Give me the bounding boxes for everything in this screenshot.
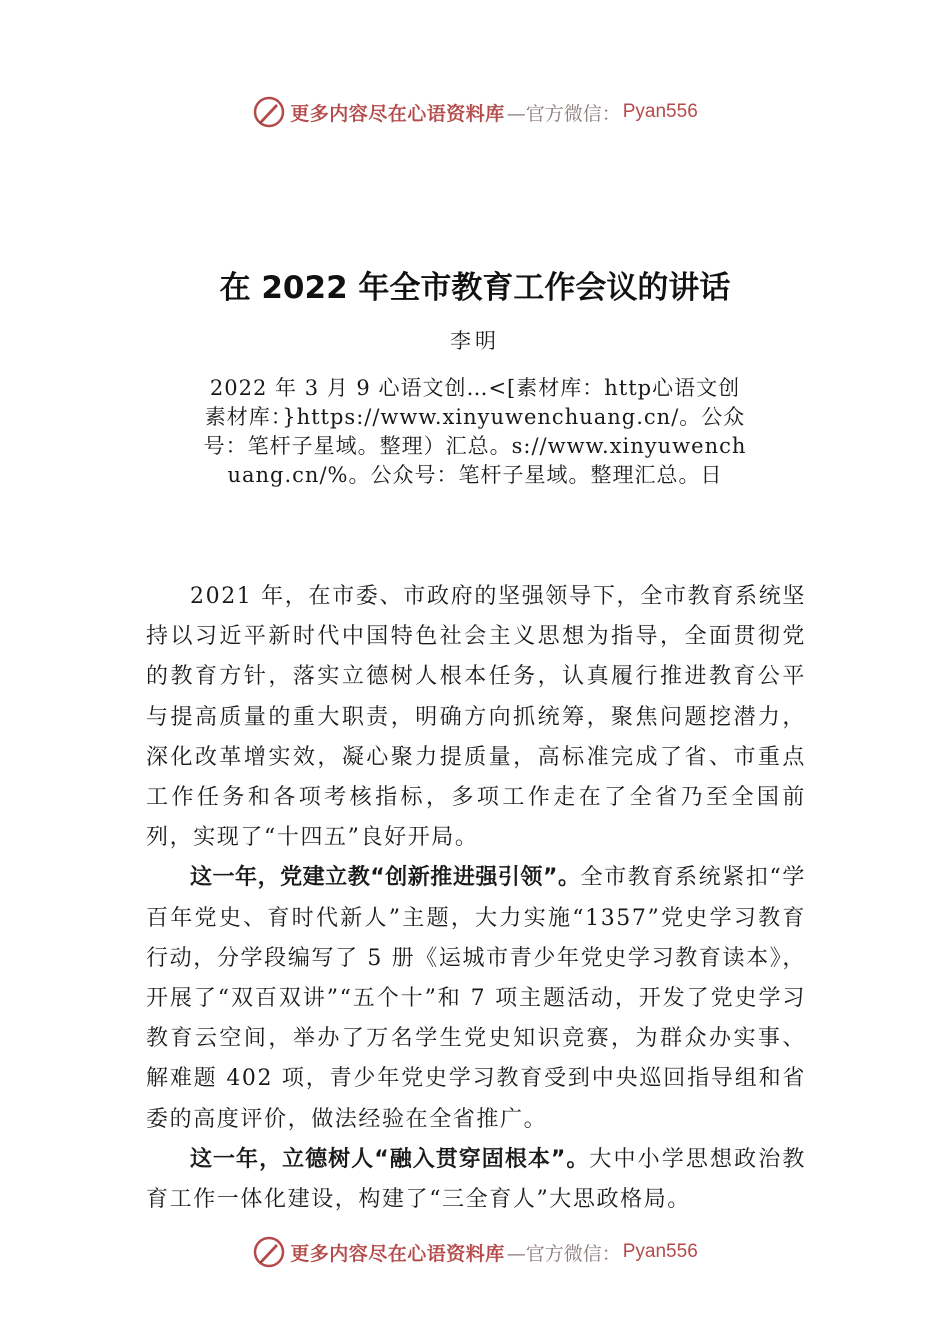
banner-sub-text: —官方微信： [506,1242,621,1265]
document-author: 李明 [450,329,500,353]
banner-sub-text: —官方微信： [506,102,621,125]
paragraph-text: 2021 年，在市委、市政府的坚强领导下，全市教育系统坚持以习近平新时代中国特色社会主义思想为指导，全面贯彻党的教育方针，落实立德树人根本任务，认真履行推进教育公平与提高质量的重大职责，明确方向抓统筹，聚焦问题挖潜力，深化改革增实效，凝心聚力提质量，高标准完成了省、市重点工作任务和各项考核指标，多项工作走在了全省乃至全国前列，实现了“十四五”良好开局。 [146,584,806,851]
header-banner [0,92,950,132]
document-title: 在 2022 年全市教育工作会议的讲话 [219,270,731,306]
footer-banner [0,1232,950,1272]
paragraph-lead: 这一年，立德树人“融入贯穿固根本”。 [190,1146,590,1172]
banner-main-text: 更多内容尽在心语资料库 [290,102,505,125]
paragraph [146,577,806,858]
banner-wechat-id: Pyan556 [622,1241,698,1262]
document-body [146,577,806,1220]
paragraph-text: 全市教育系统紧扣“学百年党史、育时代新人”主题，大力实施“1357”党史学习教育行动，分学段编写了 5 册《运城市青少年党史学习教育读本》，开展了“双百双讲”“五个十”和 7 项主题活动，开发了党史学习教育云空间，举办了万名学生党史知识竞赛，为群众办实事、解难题 402 项，青少年党史学习教育受到中央巡回指导组和省委的高度评价，做法经验在全省推广。 [146,865,807,1132]
quill-logo-icon [252,95,286,129]
document-meta: 2022 年 3 月 9 心语文创…<[素材库：http心语文创素材库：}https://www.xinyuwenchuang.cn/。公众号：笔杆子星域。整理）汇总。s://www.xinyuwenchuang.cn/%。公众号：笔杆子星域。整理汇总。日 [203,376,747,487]
paragraph-text: 大中小学思想政治教育工作一体化建设，构建了“三全育人”大思政格局。 [146,1146,806,1213]
banner-wechat-id: Pyan556 [622,101,698,122]
banner-main-text: 更多内容尽在心语资料库 [290,1242,505,1265]
quill-logo-icon [252,1235,286,1269]
paragraph-lead: 这一年，党建立教“创新推进强引领”。 [190,865,581,891]
paragraph [146,1140,806,1220]
paragraph [146,858,806,1139]
